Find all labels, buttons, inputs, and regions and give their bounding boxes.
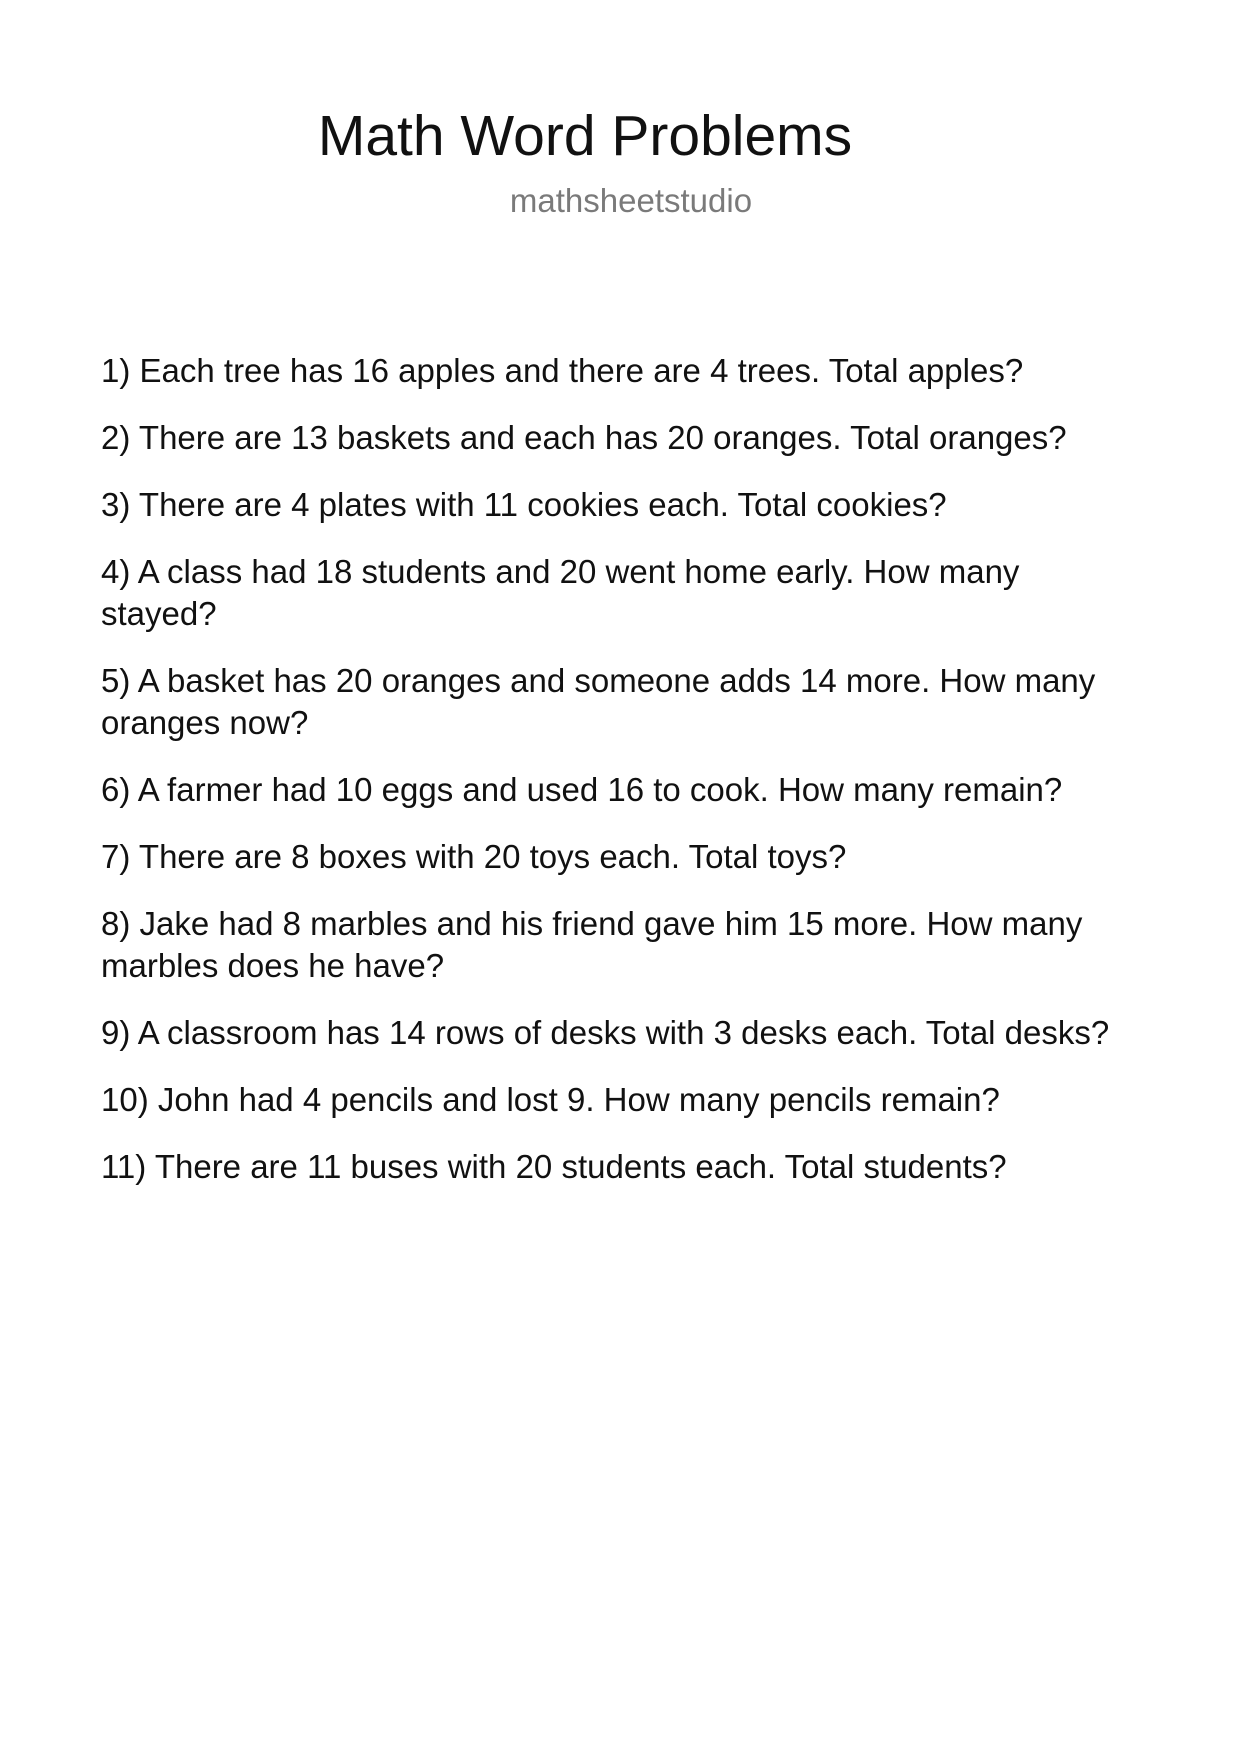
problem-text: Jake had 8 marbles and his friend gave him 15 more. How many marbles does he have? [101,905,1083,984]
problem-number: 5) [101,662,131,699]
problem-item [101,769,1141,811]
problem-number: 4) [101,553,131,590]
problem-number: 10) [101,1081,149,1118]
problem-item [101,1146,1141,1188]
problem-item [101,484,1141,526]
problem-item [101,1012,1141,1054]
problem-text: A basket has 20 oranges and someone adds 14 more. How many oranges now? [101,662,1096,741]
problem-number: 7) [101,838,131,875]
problem-text: A classroom has 14 rows of desks with 3 desks each. Total desks? [137,1014,1110,1051]
problem-text: A farmer had 10 eggs and used 16 to cook. How many remain? [137,771,1063,808]
problem-number: 3) [101,486,131,523]
problem-item [101,903,1141,987]
problem-text: There are 13 baskets and each has 20 oranges. Total oranges? [138,419,1067,456]
problem-number: 6) [101,771,131,808]
problem-item [101,836,1141,878]
problem-item [101,1079,1141,1121]
problem-text: A class had 18 students and 20 went home early. How many stayed? [101,553,1020,632]
problem-item [101,551,1141,635]
problem-text: John had 4 pencils and lost 9. How many pencils remain? [157,1081,1000,1118]
problem-text: There are 8 boxes with 20 toys each. Total toys? [138,838,847,875]
problem-list [101,350,1141,1213]
problem-number: 1) [101,352,131,389]
problem-text: There are 11 buses with 20 students each. Total students? [154,1148,1007,1185]
problem-item [101,350,1141,392]
problem-text: There are 4 plates with 11 cookies each. Total cookies? [138,486,947,523]
publisher-name: mathsheetstudio [509,182,753,219]
problem-number: 2) [101,419,131,456]
problem-item [101,660,1141,744]
problem-item [101,417,1141,459]
problem-number: 8) [101,905,131,942]
problem-text: Each tree has 16 apples and there are 4 trees. Total apples? [139,352,1024,389]
problem-number: 9) [101,1014,131,1051]
page-title: Math Word Problems [317,104,853,168]
problem-number: 11) [101,1148,147,1185]
